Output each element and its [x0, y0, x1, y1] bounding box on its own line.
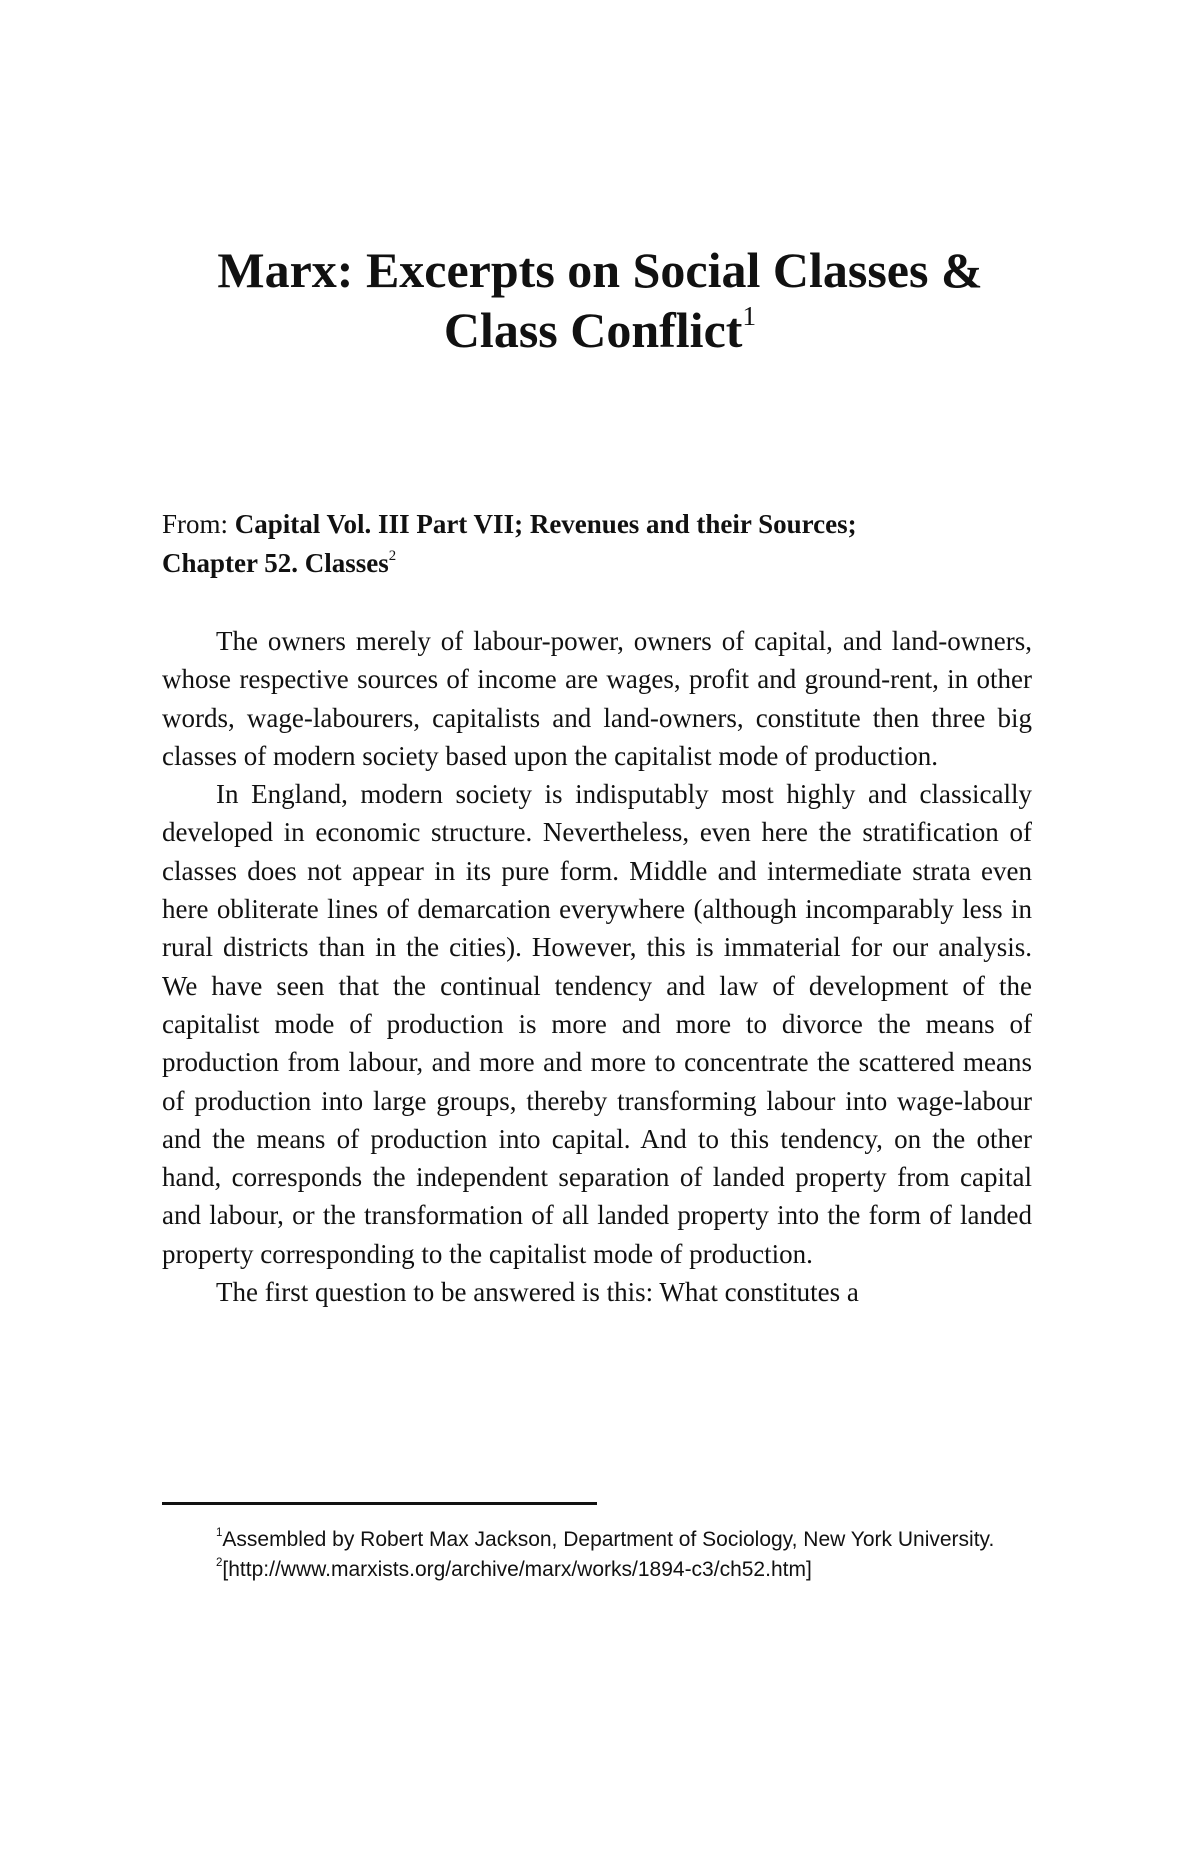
- source-heading: [162, 505, 1042, 583]
- source-heading-prefix: From:: [162, 509, 235, 539]
- source-heading-line-1: Capital Vol. III Part VII; Revenues and their Sources;: [234, 509, 857, 539]
- body-text: [162, 622, 1032, 1311]
- footnote-marker: 2: [216, 1557, 223, 1570]
- footnote-marker: 1: [216, 1527, 223, 1540]
- paragraph: In England, modern society is indisputably most highly and classically developed in economic structure. Nevertheless, even here the stratification of classes does not appear in its pure form. Middle and intermediate strata even here obliterate lines of demarcation everywhere (although incomparably less in rural districts than in the cities). However, this is immaterial for our analysis. We have seen that the continual tendency and law of development of the capitalist mode of production is more and more to divorce the means of production from labour, and more and more to concentrate the scattered means of production into large groups, thereby transforming labour into wage-labour and the means of production into capital. And to this tendency, on the other hand, corresponds the independent separation of landed property from capital and labour, or the transformation of all landed property into the form of landed property corresponding to the capitalist mode of production.: [162, 779, 1032, 1269]
- paragraph: The first question to be answered is this: What constitutes a: [216, 1277, 859, 1308]
- footnote-text: Assembled by Robert Max Jackson, Department of Sociology, New York University.: [222, 1528, 995, 1551]
- footnote-separator: [162, 1502, 597, 1505]
- paragraph: The owners merely of labour-power, owners of capital, and land-owners, whose respective sources of income are wages, profit and ground-rent, in other words, wage-labourers, capitalists and land-owners, constitute then three big classes of modern society based upon the capitalist mode of production.: [162, 626, 1032, 771]
- source-heading-line-2: Chapter 52. Classes: [162, 548, 389, 578]
- title-footnote-marker[interactable]: 1: [742, 300, 757, 332]
- title-line-2: Class Conflict: [443, 302, 743, 358]
- document-title: [160, 240, 1040, 360]
- title-line-1: Marx: Excerpts on Social Classes &: [217, 242, 983, 298]
- heading-footnote-marker[interactable]: 2: [388, 547, 397, 564]
- footnote-1: [162, 1525, 1032, 1555]
- footnotes: [162, 1525, 1032, 1585]
- footnote-link[interactable]: [http://www.marxists.org/archive/marx/works/1894-c3/ch52.htm]: [222, 1558, 812, 1581]
- footnote-2: [162, 1555, 1032, 1585]
